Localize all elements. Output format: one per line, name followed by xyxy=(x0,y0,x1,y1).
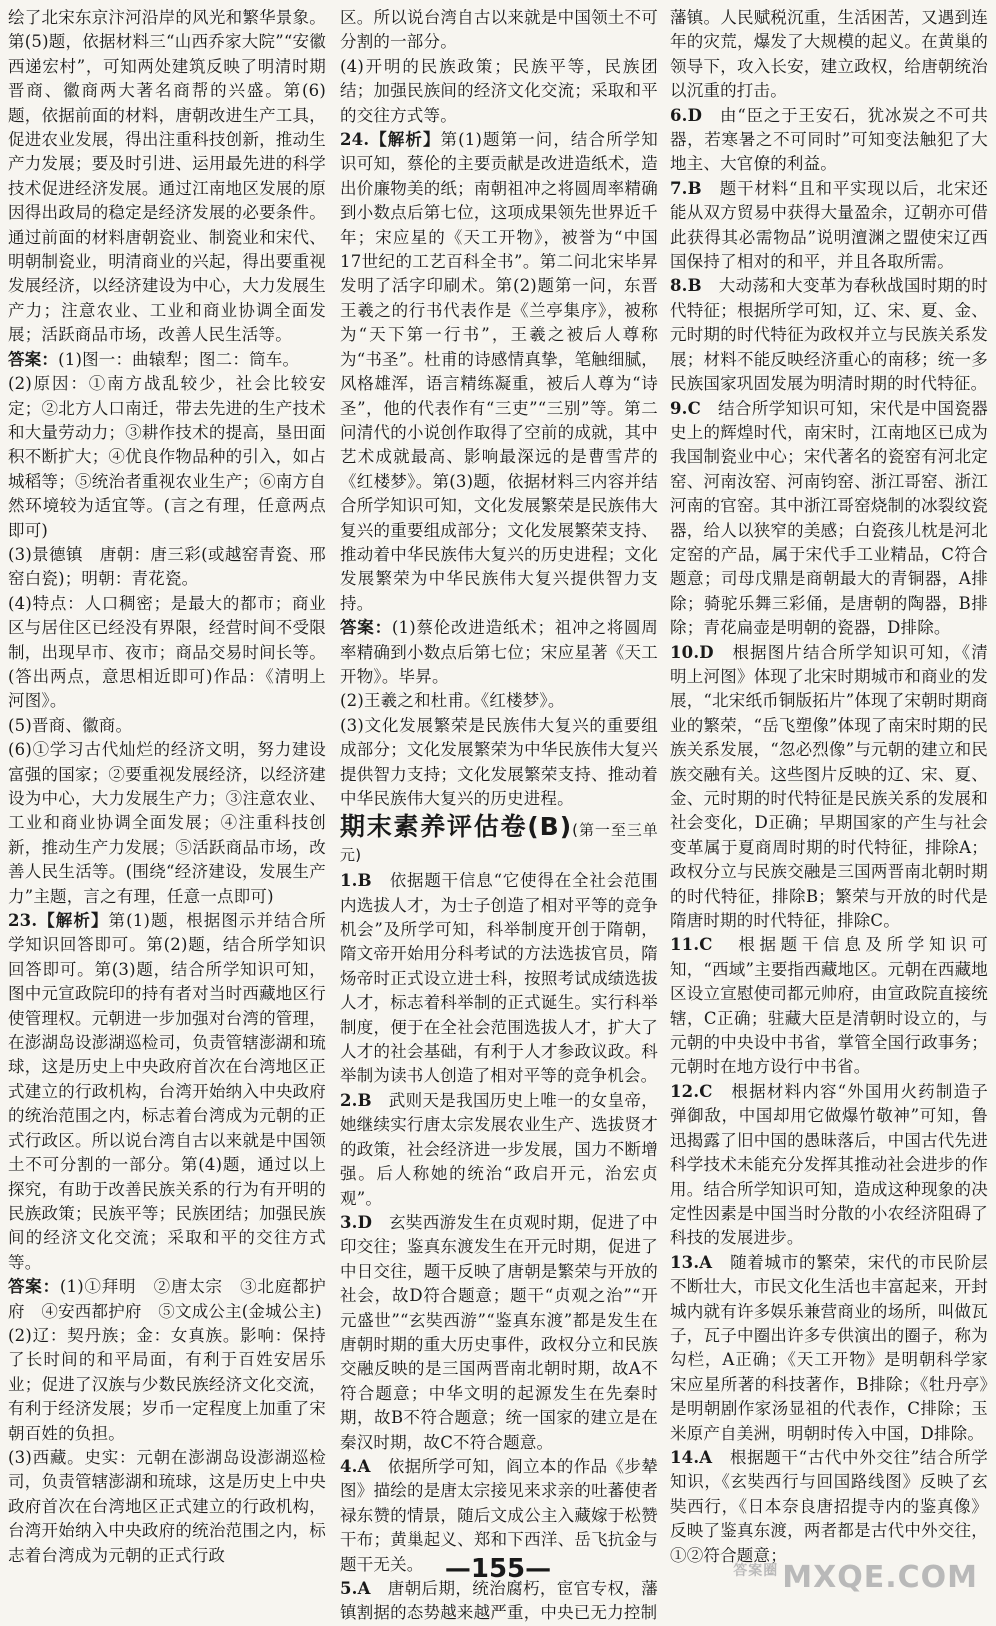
item-explanation: 根据材料内容“外国用火药制造子弹御敌，中国却用它做爆竹敬神”可知，鲁迅揭露了旧中国的愚昧落后，中国古代先进科学技术未能充分发挥其推动社会进步的作用。结合所学知识可知，造成这种现象的决定性因素是中国当时分散的小农经济阻碍了科技的发展进步。 xyxy=(670,1081,989,1248)
analysis-tag: 【解析】 xyxy=(369,130,441,150)
answer-label: 答案： xyxy=(340,618,392,638)
column-right xyxy=(670,6,988,1568)
answer-part: (1)图一：曲辕犁；图二：筒车。 xyxy=(58,349,300,369)
item-number: 13.A xyxy=(670,1252,713,1272)
answer-part: (4)特点：人口稠密；是最大的都市；商业区与居住区已经没有界限，经营时间不受限制，出现早市、夜市；商品交易时间长等。(答出两点，意思相近即可)作品：《清明上河图》。 xyxy=(8,593,326,711)
item-explanation: 随着城市的繁荣，宋代的市民阶层不断壮大，市民文化生活也丰富起来，开封城内就有许多娱乐兼营商业的场所，叫做瓦子，瓦子中圈出许多专供演出的圈子，称为勾栏，A正确；《天工开物》是明朝科学家宋应星所著的科技著作，B排除；《牡丹亭》是明朝剧作家汤显祖的代表作，C排除；玉米原产自美洲，明朝时传入中国，D排除。 xyxy=(670,1252,989,1443)
item-explanation: 根据题干信息及所学知识可知，“西域”主要指西藏地区。元朝在西藏地区设立宣慰使司都元帅府，由宣政院直接统辖，C正确；驻藏大臣是清朝时设立的，与元朝的中央设中书省，掌管全国行政事务；元朝时在地方设行中书省。 xyxy=(670,935,989,1077)
item-number: 2.B xyxy=(340,1090,372,1110)
item-number: 1.B xyxy=(340,871,372,891)
item-explanation: 武则天是我国历史上唯一的女皇帝，她继续实行唐太宗发展农业生产、选拔贤才的政策，社会经济进一步发展，国力不断增强。后人称她的统治“政启开元，治宏贞观”。 xyxy=(340,1090,659,1208)
analysis-text: 第(1)题，根据图示并结合所学知识回答即可。第(2)题，结合所学知识回答即可。第(3)题，结合所学知识可知，图中元宣政院印的持有者对当时西藏地区行使管理权。元朝进一步加强对台湾的管理，在澎湖岛设澎湖巡检司，负责管辖澎湖和琉球，这是历史上中央政府首次在台湾地区正式建立的行政机构，台湾开始纳入中央政府的统治范围之内，标志着台湾成为元朝的正式行政区。所以说台湾自古以来就是中国领土不可分割的一部分。第(4)题，通过以上探究，有助于改善民族关系的行为有开明的民族政策；民族平等；民族团结；加强民族间的经济文化交流；采取和平的交往方式等。 xyxy=(8,911,326,1272)
item-explanation: 根据图片结合所学知识可知，《清明上河图》体现了北宋时期城市和商业的发展，“北宋纸币铜版拓片”体现了宋朝时期商业的繁荣，“岳飞塑像”体现了南宋时期的民族关系发展，“忽必烈像”与元朝的建立和民族交融有关。这些图片反映的辽、宋、夏、金、元时期的时代特征是民族关系的发展和社会变化，D正确；早期国家的产生与社会变革属于夏商周时期的时代特征，排除A；政权分立与民族交融是三国两晋南北朝时期的时代特征，排除B；繁荣与开放的时代是隋唐时期的时代特征，排除C。 xyxy=(670,642,989,931)
item-explanation: 由“臣之于王安石，犹冰炭之不可共器，若寒暑之不可同时”可知变法触犯了大地主、大官僚的利益。 xyxy=(670,105,989,174)
item-number: 12.C xyxy=(670,1081,713,1101)
section-subtitle: (第一至三单元) xyxy=(340,821,658,864)
watermark-sub: 答案圈 xyxy=(733,1563,779,1579)
watermark-text: MXQE.COM xyxy=(782,1560,978,1595)
column-left xyxy=(8,6,326,1568)
answer-part: (2)辽：契丹族；金：女真族。影响：保持了长时间的和平局面，有利于百姓安居乐业；促进了汉族与少数民族经济文化交流，有利于经济发展；岁币一定程度上加重了宋朝百姓的负担。 xyxy=(8,1325,326,1443)
answer-part: (6)①学习古代灿烂的经济文明，努力建设富强的国家；②要重视发展经济，以经济建设为中心，大力发展生产力；③注意农业、工业和商业协调全面发展；④注重科技创新，推动生产力发展；⑤活跃商品市场，改善人民生活等。(围绕“经济建设，发展生产力”主题，言之有理，任意一点即可) xyxy=(8,740,326,906)
question-number: 23. xyxy=(8,911,38,931)
answer-part: (1)①拜明 ②唐太宗 ③北庭都护府 ④安西都护府 ⑤文成公主(金城公主) xyxy=(8,1277,326,1321)
analysis-text: 第(1)题第一问，结合所学知识可知，蔡伦的主要贡献是改进造纸术，造出价廉物美的纸；南朝祖冲之将圆周率精确到小数点后第七位，这项成果领先世界近千年；宋应星的《天工开物》，被誉为“中国17世纪的工艺百科全书”。第二问北宋毕昇发明了活字印刷术。第(2)题第一问，东晋王羲之的行书代表作是《兰亭集序》，被称为“天下第一行书”，王羲之被后人尊称为“书圣”。杜甫的诗感情真挚，笔触细腻，风格雄浑，语言精练凝重，被后人尊为“诗圣”，他的代表作有“三吏”“三别”等。第二问清代的小说创作取得了空前的成就，其中艺术成就最高、影响最深远的是曹雪芹的《红楼梦》。第(3)题，依据材料三内容并结合所学知识可知，文化发展繁荣是民族伟大复兴的重要组成部分；文化发展繁荣支持、推动着中华民族伟大复兴的历史进程；文化发展繁荣为中华民族伟大复兴提供智力支持。 xyxy=(340,130,658,613)
watermark xyxy=(733,1560,978,1595)
item-number: 3.D xyxy=(340,1212,373,1232)
answer-part: (1)蔡伦改进造纸术；祖冲之将圆周率精确到小数点后第七位；宋应星著《天工开物》。毕昇。 xyxy=(340,618,658,686)
column-middle xyxy=(340,6,658,1626)
item-number: 4.A xyxy=(340,1456,371,1476)
item-number: 6.D xyxy=(670,105,703,125)
item-number: 8.B xyxy=(670,276,702,296)
answer-part: (4)开明的民族政策；民族平等，民族团结；加强民族间的经济文化交流；采取和平的交往方式等。 xyxy=(340,56,658,125)
item-explanation: 依据所学可知，阎立本的作品《步辇图》描绘的是唐太宗接见来求亲的吐蕃使者禄东赞的情景，随后文成公主入藏嫁于松赞干布；黄巢起义、郑和下西洋、岳飞抗金与题干无关。 xyxy=(340,1456,658,1574)
answer-part: (2)原因：①南方战乱较少，社会比较安定；②北方人口南迁，带去先进的生产技术和大量劳动力；③耕作技术的提高，垦田面积不断扩大；④优良作物品种的引入，如占城稻等；⑤统治者重视农业生产；⑥南方自然环境较为适宜等。(言之有理，任意两点即可) xyxy=(8,374,326,540)
item-number: 10.D xyxy=(670,642,714,662)
answer-part: (3)西藏。史实：元朝在澎湖岛设澎湖巡检司，负责管辖澎湖和琉球，这是历史上中央政府首次在台湾地区正式建立的行政机构，台湾开始纳入中央政府的统治范围之内，标志着台湾成为元朝的正式行政 xyxy=(8,1447,326,1565)
answer-label: 答案： xyxy=(8,349,59,369)
item-number: 14.A xyxy=(670,1447,713,1467)
item-explanation: 唐朝后期，统治腐朽，宦官专权，藩镇割据的态势越来越严重，中央已无力控制 xyxy=(340,1579,658,1623)
answer-label: 答案： xyxy=(8,1277,60,1297)
section-title: 期末素养评估卷(B) xyxy=(340,812,573,842)
continued-answer: 区。所以说台湾自古以来就是中国领土不可分割的一部分。 xyxy=(340,8,658,52)
continued-explanation: 藩镇。人民赋税沉重，生活困苦，又遇到连年的灾荒，爆发了大规模的起义。在黄巢的领导下，攻入长安，建立政权，给唐朝统治以沉重的打击。 xyxy=(670,8,988,101)
item-explanation: 玄奘西游发生在贞观时期，促进了中印交往；鉴真东渡发生在开元时期，促进了中日交往，题干反映了唐朝是繁荣与开放的社会，故D符合题意；题干“贞观之治”“开元盛世”“玄奘西游”“鉴真东渡”都是发生在唐朝时期的重大历史事件，政权分立和民族交融反映的是三国两晋南北朝时期，故A不符合题意；中华文明的起源发生在先秦时期，故B不符合题意；统一国家的建立是在秦汉时期，故C不符合题意。 xyxy=(340,1212,659,1452)
item-number: 7.B xyxy=(670,178,702,198)
page-number: —155— xyxy=(444,1554,552,1584)
analysis-tag: 【解析】 xyxy=(37,911,109,931)
item-number: 11.C xyxy=(670,935,713,955)
question-number: 24. xyxy=(340,130,370,150)
continued-analysis: 绘了北宋东京汴河沿岸的风光和繁华景象。第(5)题，依据材料三“山西乔家大院”“安徽西递宏村”，可知两处建筑反映了明清时期晋商、徽商两大著名商帮的兴盛。第(6)题，依据前面的材料，唐朝改进生产工具，促进农业发展，得出注重科技创新，推动生产力发展；要及时引进、运用最先进的科学技术促进经济发展。通过江南地区发展的原因得出政局的稳定是经济发展的必要条件。通过前面的材料唐朝瓷业、制瓷业和宋代、明朝制瓷业，明清商业的兴起，得出要重视发展经济，以经济建设为中心，大力发展生产力；注意农业、工业和商业协调全面发展；活跃商品市场，改善人民生活等。 xyxy=(8,8,326,345)
item-explanation: 大动荡和大变革为春秋战国时期的时代特征；根据所学可知，辽、宋、夏、金、元时期的时代特征为政权并立与民族关系发展；材料不能反映经济重心的南移；统一多民族国家巩固发展为明清时期的时代特征。 xyxy=(670,276,989,394)
answer-part: (3)文化发展繁荣是民族伟大复兴的重要组成部分；文化发展繁荣为中华民族伟大复兴提供智力支持；文化发展繁荣支持、推动着中华民族伟大复兴的历史进程。 xyxy=(340,715,658,808)
item-explanation: 依据题干信息“它使得在全社会范围内选拔人才，为士子创造了相对平等的竞争机会”及所学可知，科举制度开创于隋朝，隋文帝开始用分科考试的方法选拔官员，隋炀帝时正式设立进士科，按照考试成绩选拔人才，标志着科举制的正式诞生。实行科举制度，便于在全社会范围选拔人才，扩大了人才的社会基础，有利于人才参政议政。科举制为读书人创造了相对平等的竞争机会。 xyxy=(340,871,658,1086)
answer-part: (3)景德镇 唐朝：唐三彩(或越窑青瓷、邢窑白瓷)；明朝：青花瓷。 xyxy=(8,544,326,589)
section-heading xyxy=(340,812,658,867)
answer-part: (2)王羲之和杜甫。《红楼梦》。 xyxy=(340,691,565,711)
item-explanation: 结合所学知识可知，宋代是中国瓷器史上的辉煌时代，南宋时，江南地区已成为我国制瓷业中心；宋代著名的瓷窑有河北定窑、河南汝窑、河南钧窑、浙江哥窑、浙江河南的官窑。其中浙江哥窑烧制的冰裂纹瓷器，给人以狭窄的美感；白瓷孩儿枕是河北定窑的产品，属于宋代手工业精品，C符合题意；司母戊鼎是商朝最大的青铜器，A排除；骑驼乐舞三彩俑，是唐朝的陶器，B排除；青花扁壶是明朝的瓷器，D排除。 xyxy=(670,398,989,638)
answer-part: (5)晋商、徽商。 xyxy=(8,715,133,735)
item-number: 9.C xyxy=(670,398,701,418)
item-number: 5.A xyxy=(340,1579,371,1598)
item-explanation: 题干材料“且和平实现以后，北宋还能从双方贸易中获得大量盈余，辽朝亦可借此获得其必需物品”说明澶渊之盟使宋辽西国保持了相对的和平，并且各取所需。 xyxy=(670,178,988,272)
item-explanation: 根据题干“古代中外交往”结合所学知识，《玄奘西行与回国路线图》反映了玄奘西行，《日本奈良唐招提寺内的鉴真像》反映了鉴真东渡，两者都是古代中外交往，①②符合题意； xyxy=(670,1447,988,1565)
